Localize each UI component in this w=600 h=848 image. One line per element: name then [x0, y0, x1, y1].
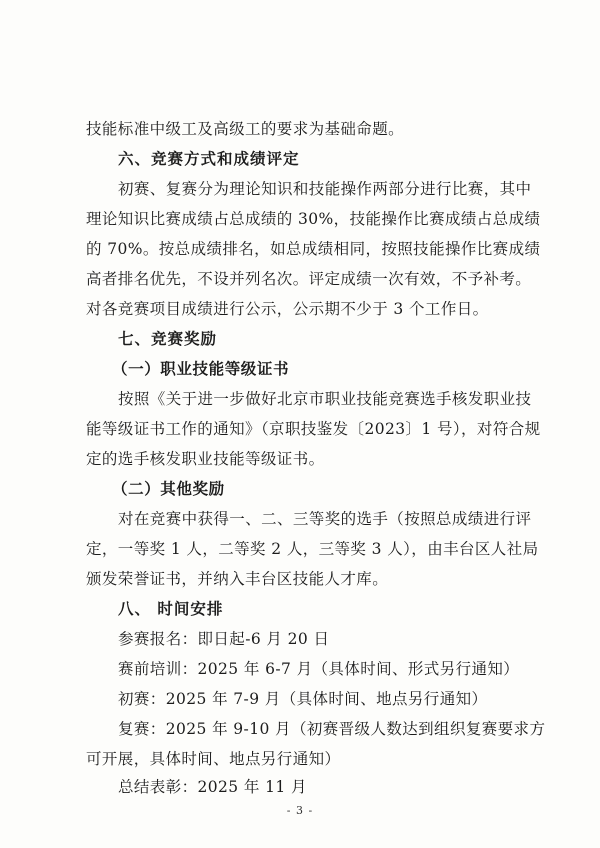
body-text-line: 定的选手核发职业技能等级证书。: [86, 450, 325, 468]
schedule-item-registration: 参赛报名：即日起-6 月 20 日: [118, 630, 330, 648]
section-heading-8: 八、 时间安排: [118, 599, 224, 618]
schedule-item-rematch: 复赛：2025 年 9-10 月（初赛晋级人数达到组织复赛要求方: [118, 720, 546, 738]
body-text-line: 高者排名优先，不设并列名次。评定成绩一次有效，不予补考。: [86, 270, 532, 288]
subsection-heading-2: （二）其他奖励: [112, 479, 225, 498]
body-text-line: 理论知识比赛成绩占总成绩的 30%，技能操作比赛成绩占总成绩: [86, 210, 541, 228]
schedule-item-awards: 总结表彰：2025 年 11 月: [118, 778, 307, 796]
body-text-line: 技能标准中级工及高级工的要求为基础命题。: [86, 120, 405, 138]
body-text-line: 定，一等奖 1 人，二等奖 2 人，三等奖 3 人），由丰台区人社局: [86, 540, 539, 558]
body-text-line: 颁发荣誉证书，并纳入丰台区技能人才库。: [86, 570, 389, 588]
schedule-item-preliminary: 初赛：2025 年 7-9 月（具体时间、地点另行通知）: [118, 690, 488, 708]
body-text-line: 对在竞赛中获得一、二、三等奖的选手（按照总成绩进行评: [118, 510, 532, 528]
body-text-line: 的 70%。按总成绩排名，如总成绩相同，按照技能操作比赛成绩: [86, 240, 541, 258]
body-text-line: 按照《关于进一步做好北京市职业技能竞赛选手核发职业技: [118, 390, 532, 408]
body-text-line: 可开展，具体时间、地点另行通知）: [86, 750, 341, 768]
body-text-line: 对各竞赛项目成绩进行公示，公示期不少于 3 个工作日。: [86, 300, 489, 318]
body-text-line: 初赛、复赛分为理论知识和技能操作两部分进行比赛，其中: [118, 180, 532, 198]
body-text-line: 能等级证书工作的通知》（京职技鉴发〔2023〕1 号），对符合规: [86, 420, 541, 438]
section-heading-7: 七、竞赛奖励: [118, 329, 218, 348]
schedule-item-training: 赛前培训：2025 年 6-7 月（具体时间、形式另行通知）: [118, 660, 520, 678]
page-number: - 3 -: [286, 804, 314, 817]
section-heading-6: 六、竞赛方式和成绩评定: [118, 149, 300, 168]
subsection-heading-1: （一）职业技能等级证书: [112, 359, 290, 378]
